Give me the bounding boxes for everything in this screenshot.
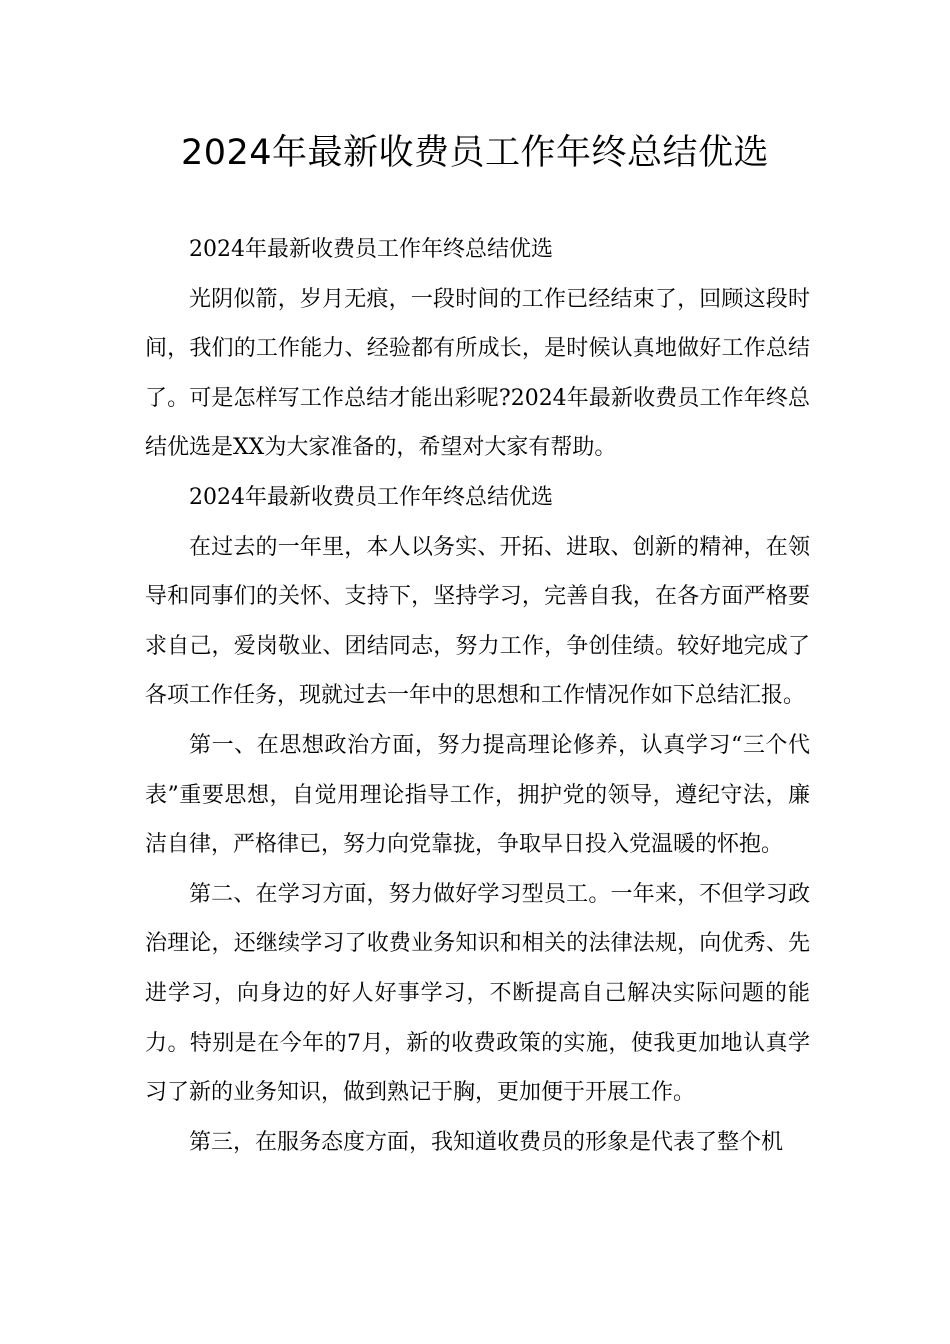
paragraph-subtitle-repeat: 2024年最新收费员工作年终总结优选 — [189, 484, 553, 510]
paragraph-point-1: 第一、在思想政治方面，努力提高理论修养，认真学习“三个代表”重要思想，自觉用理论指导工作，拥护党的领导，遵纪守法，廉洁自律，严格律已，努力向党靠拢，争取早日投入党温暖的怀抱。 — [145, 732, 810, 858]
document-title: 2024年最新收费员工作年终总结优选 — [180, 133, 770, 173]
paragraph-point-3: 第三，在服务态度方面，我知道收费员的形象是代表了整个机 — [189, 1129, 784, 1155]
paragraph-point-2: 第二、在学习方面，努力做好学习型员工。一年来，不但学习政治理论，还继续学习了收费业务知识和相关的法律法规，向优秀、先进学习，向身边的好人好事学习，不断提高自己解决实际问题的能力。特别是在今年的7月，新的收费政策的实施，使我更加地认真学习了新的业务知识，做到熟记于胸，更加便于开展工作。 — [145, 881, 810, 1106]
paragraph-overview: 在过去的一年里，本人以务实、开拓、进取、创新的精神，在领导和同事们的关怀、支持下，坚持学习，完善自我，在各方面严格要求自己，爱岗敬业、团结同志，努力工作，争创佳绩。较好地完成了各项工作任务，现就过去一年中的思想和工作情况作如下总结汇报。 — [145, 534, 810, 709]
paragraph-subtitle: 2024年最新收费员工作年终总结优选 — [189, 237, 553, 262]
document-body — [145, 225, 810, 1167]
paragraph-intro: 光阴似箭，岁月无痕，一段时间的工作已经结束了，回顾这段时间，我们的工作能力、经验都有所成长，是时候认真地做好工作总结了。可是怎样写工作总结才能出彩呢?2024年最新收费员工作年终总结优选是XX为大家准备的，希望对大家有帮助。 — [145, 286, 810, 461]
